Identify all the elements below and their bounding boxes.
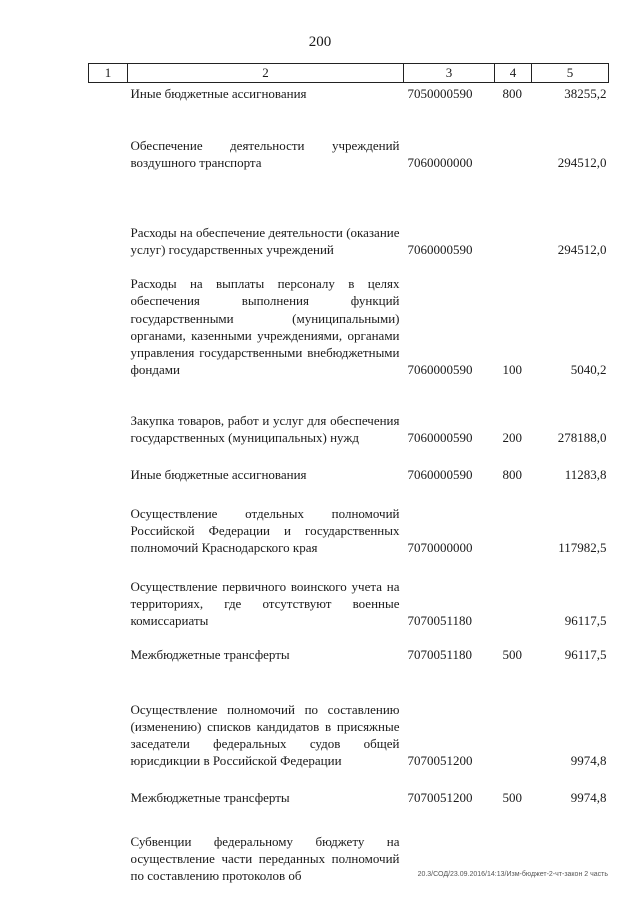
table-row <box>89 557 609 630</box>
table-row <box>89 103 609 172</box>
amount-cell: 96117,5 <box>564 647 607 663</box>
row-number-cell <box>89 447 128 484</box>
description-cell: Иные бюджетные ассигнования <box>130 467 307 483</box>
row-number-cell <box>89 259 128 379</box>
row-number-cell <box>89 807 128 885</box>
expense-type-cell: 200 <box>502 430 522 446</box>
row-number-cell <box>89 664 128 770</box>
description-cell: Расходы на выплаты персоналу в целях обеспечения выполнения функций государственными (муниципальными) органами, казенными учреждениями, органами управления государственными внебюджетными фондами <box>130 276 400 378</box>
target-code-cell: 7060000000 <box>407 155 473 171</box>
description-cell: Осуществление полномочий по составлению (изменению) списков кандидатов в присяжные заседатели федеральных судов общей юрисдикции в Российской Федерации <box>130 701 400 769</box>
table-row <box>89 484 609 557</box>
description-cell: Осуществление первичного воинского учета на территориях, где отсутствуют военные комиссариаты <box>130 578 400 629</box>
document-footer: 20.3/СОД/23.09.2016/14:13/Изм-бюджет-2-чт-закон 2 часть <box>417 871 608 878</box>
target-code-cell: 7060000590 <box>407 362 473 378</box>
budget-table <box>88 63 609 885</box>
table-row <box>89 259 609 379</box>
expense-type-cell <box>495 484 532 557</box>
expense-type-cell <box>495 557 532 630</box>
amount-cell: 5040,2 <box>570 362 607 378</box>
expense-type-cell: 100 <box>502 362 522 378</box>
table-row <box>89 172 609 259</box>
row-number-cell <box>89 103 128 172</box>
row-number-cell <box>89 172 128 259</box>
table-row <box>89 447 609 484</box>
target-code-cell: 7050000590 <box>407 86 473 102</box>
target-code-cell: 7060000590 <box>407 430 473 446</box>
target-code-cell: 7070000000 <box>407 540 473 556</box>
amount-cell: 117982,5 <box>558 540 607 556</box>
table-row <box>89 630 609 664</box>
target-code-cell: 7060000590 <box>407 467 473 483</box>
col-3-header: 3 <box>404 64 495 83</box>
row-number-cell <box>89 770 128 807</box>
amount-cell: 11283,8 <box>564 467 607 483</box>
expense-type-cell: 800 <box>502 467 522 483</box>
target-code-cell: 7070051200 <box>407 790 473 806</box>
expense-type-cell: 500 <box>502 790 522 806</box>
col-2-header: 2 <box>128 64 404 83</box>
target-code-cell: 7070051180 <box>407 613 473 629</box>
target-code-cell: 7070051200 <box>407 753 473 769</box>
description-cell: Межбюджетные трансферты <box>130 790 290 806</box>
amount-cell: 96117,5 <box>564 613 607 629</box>
amount-cell: 9974,8 <box>570 790 607 806</box>
col-5-header: 5 <box>532 64 609 83</box>
description-cell: Закупка товаров, работ и услуг для обеспечения государственных (муниципальных) нужд <box>130 413 400 446</box>
row-number-cell <box>89 484 128 557</box>
expense-type-cell <box>495 103 532 172</box>
description-cell: Субвенции федеральному бюджету на осуществление части переданных полномочий по составлению протоколов об <box>130 833 400 884</box>
table-row <box>89 83 609 103</box>
target-code-cell: 7060000590 <box>407 242 473 258</box>
row-number-cell <box>89 630 128 664</box>
row-number-cell <box>89 379 128 447</box>
column-number-header-row <box>89 64 609 83</box>
amount-cell: 294512,0 <box>557 155 607 171</box>
page-number: 200 <box>308 34 332 50</box>
description-cell: Иные бюджетные ассигнования <box>130 86 307 102</box>
description-cell: Обеспечение деятельности учреждений воздушного транспорта <box>130 138 400 171</box>
table-row <box>89 664 609 770</box>
row-number-cell <box>89 83 128 103</box>
expense-type-cell <box>495 664 532 770</box>
target-code-cell: 7070051180 <box>407 647 473 663</box>
expense-type-cell: 800 <box>502 86 522 102</box>
row-number-cell <box>89 557 128 630</box>
description-cell: Межбюджетные трансферты <box>130 647 290 663</box>
description-cell: Осуществление отдельных полномочий Российской Федерации и государственных полномочий Краснодарского края <box>130 505 400 556</box>
table-row <box>89 379 609 447</box>
expense-type-cell: 500 <box>502 647 522 663</box>
table-row <box>89 770 609 807</box>
expense-type-cell <box>495 172 532 259</box>
amount-cell: 38255,2 <box>564 86 607 102</box>
col-4-header: 4 <box>495 64 532 83</box>
col-1-header: 1 <box>89 64 128 83</box>
amount-cell: 294512,0 <box>557 242 607 258</box>
description-cell: Расходы на обеспечение деятельности (оказание услуг) государственных учреждений <box>130 225 400 258</box>
amount-cell: 278188,0 <box>557 430 607 446</box>
amount-cell: 9974,8 <box>570 753 607 769</box>
